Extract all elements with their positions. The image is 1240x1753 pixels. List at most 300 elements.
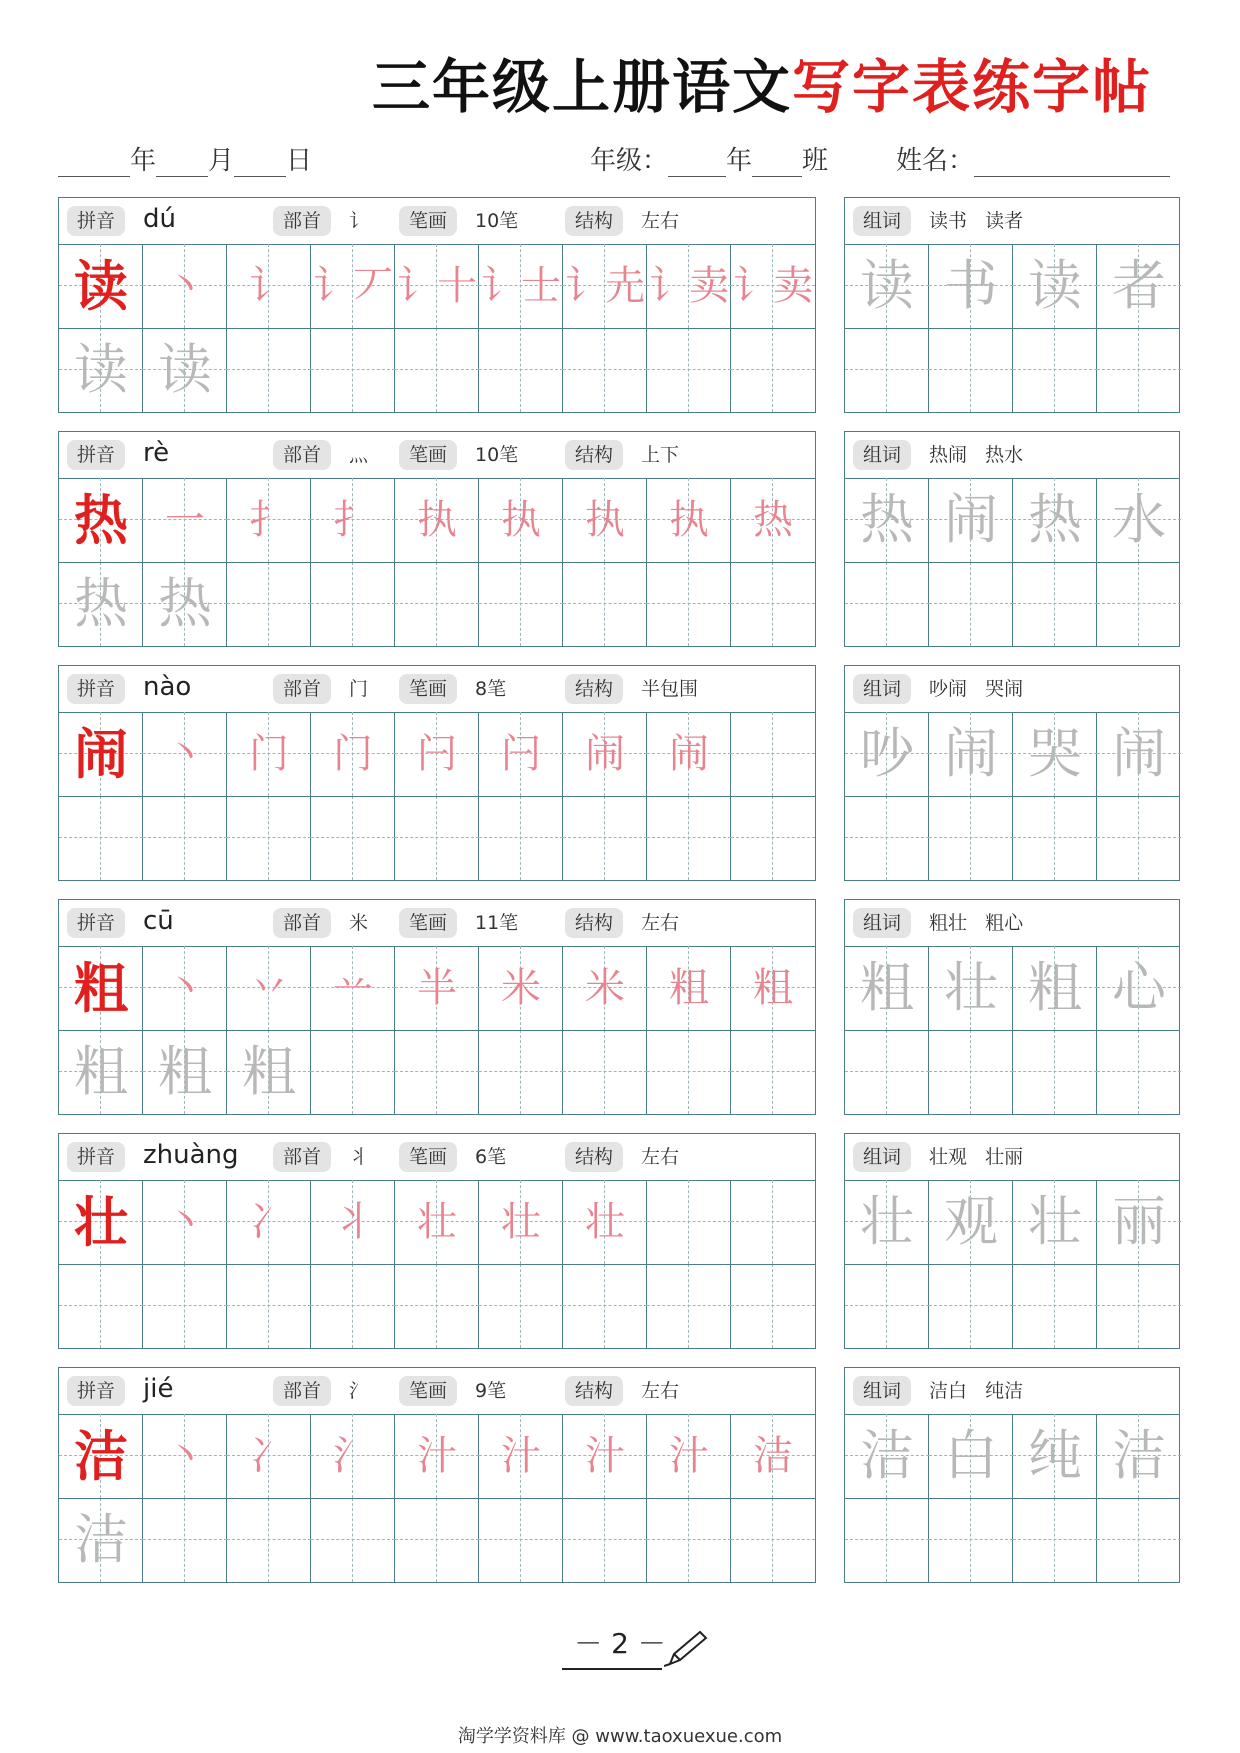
practice-cell[interactable] — [731, 796, 815, 880]
structure-value: 左右 — [641, 1146, 680, 1168]
practice-cell[interactable] — [59, 712, 143, 796]
practice-cell[interactable] — [59, 796, 143, 880]
words-row — [845, 328, 1181, 412]
practice-cell[interactable] — [731, 1414, 815, 1498]
words-cell[interactable] — [929, 244, 1013, 328]
words-cell[interactable] — [1013, 478, 1097, 562]
char-card-6 — [58, 1367, 816, 1583]
practice-cell[interactable] — [395, 562, 479, 646]
practice-cell[interactable] — [59, 244, 143, 328]
model-char: 读 — [74, 254, 128, 318]
word-char: 热 — [1028, 488, 1082, 551]
row-divider — [59, 562, 815, 563]
strokes-value: 6笔 — [475, 1146, 507, 1168]
words-cell[interactable] — [845, 1030, 929, 1114]
words-cell[interactable] — [1013, 1414, 1097, 1498]
words-cell[interactable] — [1013, 1030, 1097, 1114]
pinyin-label: 拼音 — [67, 1142, 125, 1172]
practice-cell[interactable] — [227, 562, 311, 646]
row-divider — [845, 1498, 1179, 1499]
practice-cell[interactable] — [563, 712, 647, 796]
pen-icon — [664, 1628, 708, 1668]
words-row — [845, 1498, 1181, 1582]
practice-cell[interactable] — [311, 1414, 395, 1498]
practice-cell[interactable] — [563, 946, 647, 1030]
practice-cell[interactable] — [227, 1030, 311, 1114]
words-cell[interactable] — [1013, 946, 1097, 1030]
words-row — [845, 796, 1181, 880]
practice-cell[interactable] — [395, 328, 479, 412]
words-cell[interactable] — [929, 1180, 1013, 1264]
name-field[interactable]: 姓名： — [896, 140, 1170, 177]
words-card-4 — [844, 899, 1180, 1115]
radical-label: 部首 — [273, 1376, 331, 1406]
practice-cell[interactable] — [563, 796, 647, 880]
stroke-step: 汁 — [417, 1433, 457, 1479]
stroke-step: 汁 — [585, 1433, 625, 1479]
stroke-step: 执 — [501, 497, 541, 543]
practice-cell[interactable] — [479, 328, 563, 412]
words-card-header — [845, 198, 1179, 245]
radical-label: 部首 — [273, 674, 331, 704]
practice-cell[interactable] — [731, 712, 815, 796]
model-char: 热 — [74, 488, 128, 552]
strokes-value: 10笔 — [475, 210, 519, 232]
words-card-header — [845, 1368, 1179, 1415]
practice-cell[interactable] — [479, 1498, 563, 1582]
stroke-step: 米 — [501, 965, 541, 1011]
practice-cell[interactable] — [647, 796, 731, 880]
words-cell[interactable] — [929, 1030, 1013, 1114]
words-cell[interactable] — [929, 478, 1013, 562]
words-cell[interactable] — [929, 1264, 1013, 1348]
practice-cell[interactable] — [479, 562, 563, 646]
practice-cell[interactable] — [143, 1414, 227, 1498]
practice-row — [59, 1030, 817, 1114]
practice-cell[interactable] — [479, 712, 563, 796]
structure-label: 结构 — [565, 440, 623, 470]
words-cell[interactable] — [1013, 562, 1097, 646]
practice-cell[interactable] — [311, 1030, 395, 1114]
pinyin-value: rè — [143, 438, 170, 468]
practice-cell[interactable] — [59, 562, 143, 646]
char-card-2 — [58, 431, 816, 647]
words-value: 洁白 纯洁 — [929, 1380, 1024, 1402]
words-card-header — [845, 432, 1179, 479]
practice-cell[interactable] — [731, 478, 815, 562]
trace-char: 粗 — [242, 1040, 296, 1103]
stroke-step: 壮 — [417, 1199, 457, 1245]
word-char: 读 — [1028, 254, 1082, 317]
words-cell[interactable] — [929, 946, 1013, 1030]
words-cell[interactable] — [1013, 712, 1097, 796]
practice-cell[interactable] — [563, 1498, 647, 1582]
practice-cell[interactable] — [227, 796, 311, 880]
structure-value: 半包围 — [641, 678, 699, 700]
practice-row — [59, 1498, 817, 1582]
trace-char: 热 — [158, 572, 212, 635]
practice-cell[interactable] — [311, 946, 395, 1030]
words-card-header — [845, 900, 1179, 947]
words-row — [845, 1264, 1181, 1348]
word-char: 粗 — [1028, 956, 1082, 1019]
practice-cell[interactable] — [311, 1498, 395, 1582]
practice-cell[interactable] — [647, 1414, 731, 1498]
words-card-2 — [844, 431, 1180, 647]
words-card-3 — [844, 665, 1180, 881]
practice-cell[interactable] — [647, 1264, 731, 1348]
page-title: 三年级上册语文写字表练字帖 — [371, 53, 1152, 121]
words-cell[interactable] — [1097, 244, 1181, 328]
words-cell[interactable] — [845, 796, 929, 880]
words-cell[interactable] — [845, 244, 929, 328]
page-number-underline — [562, 1668, 662, 1670]
words-cell[interactable] — [845, 1180, 929, 1264]
row-divider — [59, 328, 815, 329]
stroke-step: 执 — [417, 497, 457, 543]
practice-cell[interactable] — [563, 1180, 647, 1264]
word-char: 壮 — [860, 1190, 914, 1253]
words-cell[interactable] — [1097, 478, 1181, 562]
words-cell[interactable] — [1097, 562, 1181, 646]
words-cell[interactable] — [929, 1498, 1013, 1582]
word-char: 闹 — [944, 488, 998, 551]
stroke-step: 丶 — [165, 1199, 205, 1245]
practice-cell[interactable] — [563, 1414, 647, 1498]
practice-cell[interactable] — [311, 1180, 395, 1264]
practice-cell[interactable] — [479, 244, 563, 328]
stroke-step: 讠卖 — [649, 263, 729, 309]
strokes-label: 笔画 — [399, 1142, 457, 1172]
stroke-step: 闩 — [501, 731, 541, 777]
practice-cell[interactable] — [143, 1030, 227, 1114]
words-cell[interactable] — [1013, 328, 1097, 412]
words-cell[interactable] — [1013, 244, 1097, 328]
practice-cell[interactable] — [395, 1030, 479, 1114]
practice-row — [59, 712, 817, 796]
practice-cell[interactable] — [731, 328, 815, 412]
practice-cell[interactable] — [395, 796, 479, 880]
practice-cell[interactable] — [143, 946, 227, 1030]
practice-cell[interactable] — [143, 1264, 227, 1348]
practice-cell[interactable] — [143, 478, 227, 562]
words-card-6 — [844, 1367, 1180, 1583]
words-cell[interactable] — [1013, 796, 1097, 880]
practice-cell[interactable] — [59, 1180, 143, 1264]
words-cell[interactable] — [1097, 1414, 1181, 1498]
practice-cell[interactable] — [227, 1264, 311, 1348]
practice-cell[interactable] — [563, 1264, 647, 1348]
practice-cell[interactable] — [647, 946, 731, 1030]
practice-row — [59, 1414, 817, 1498]
practice-cell[interactable] — [311, 478, 395, 562]
stroke-step: 闩 — [417, 731, 457, 777]
words-cell[interactable] — [929, 328, 1013, 412]
words-row — [845, 478, 1181, 562]
words-cell[interactable] — [845, 478, 929, 562]
words-row — [845, 562, 1181, 646]
words-cell[interactable] — [845, 1498, 929, 1582]
words-cell[interactable] — [1097, 712, 1181, 796]
words-cell[interactable] — [845, 1264, 929, 1348]
stroke-step: 壮 — [501, 1199, 541, 1245]
practice-cell[interactable] — [59, 478, 143, 562]
stroke-step: 讠 — [249, 263, 289, 309]
page-number: － 2 － — [574, 1627, 666, 1660]
practice-cell[interactable] — [143, 796, 227, 880]
words-cell[interactable] — [929, 1414, 1013, 1498]
practice-cell[interactable] — [395, 1180, 479, 1264]
words-row — [845, 712, 1181, 796]
practice-cell[interactable] — [731, 946, 815, 1030]
stroke-step: 讠丆 — [313, 263, 393, 309]
practice-cell[interactable] — [143, 244, 227, 328]
stroke-step: 丶 — [165, 1433, 205, 1479]
words-label: 组词 — [853, 440, 911, 470]
practice-cell[interactable] — [731, 1030, 815, 1114]
practice-cell[interactable] — [395, 478, 479, 562]
radical-value: 丬 — [349, 1146, 369, 1168]
char-card-3 — [58, 665, 816, 881]
practice-cell[interactable] — [395, 946, 479, 1030]
words-card-header — [845, 666, 1179, 713]
practice-cell[interactable] — [479, 946, 563, 1030]
char-card-header — [59, 1134, 815, 1181]
word-char: 壮 — [944, 956, 998, 1019]
char-card-1 — [58, 197, 816, 413]
practice-cell[interactable] — [479, 478, 563, 562]
words-cell[interactable] — [1097, 1030, 1181, 1114]
word-char: 热 — [860, 488, 914, 551]
practice-cell[interactable] — [731, 562, 815, 646]
stroke-step: 丬 — [333, 1199, 373, 1245]
practice-cell[interactable] — [563, 1030, 647, 1114]
practice-cell[interactable] — [731, 1180, 815, 1264]
words-card-1 — [844, 197, 1180, 413]
stroke-step: 热 — [753, 497, 793, 543]
practice-cell[interactable] — [227, 478, 311, 562]
structure-label: 结构 — [565, 674, 623, 704]
word-char: 白 — [944, 1424, 998, 1487]
words-cell[interactable] — [1097, 1498, 1181, 1582]
practice-cell[interactable] — [395, 1414, 479, 1498]
practice-cell[interactable] — [731, 244, 815, 328]
practice-cell[interactable] — [227, 1180, 311, 1264]
stroke-step: 讠圥 — [565, 263, 645, 309]
words-value: 读书 读者 — [929, 210, 1024, 232]
trace-char: 读 — [158, 338, 212, 401]
practice-cell[interactable] — [395, 712, 479, 796]
pinyin-value: nào — [143, 672, 192, 702]
pinyin-label: 拼音 — [67, 908, 125, 938]
words-cell[interactable] — [929, 562, 1013, 646]
trace-char: 粗 — [74, 1040, 128, 1103]
practice-cell[interactable] — [647, 328, 731, 412]
practice-cell[interactable] — [59, 328, 143, 412]
word-char: 纯 — [1028, 1424, 1082, 1487]
words-value: 热闹 热水 — [929, 444, 1024, 466]
word-char: 闹 — [1112, 722, 1166, 785]
char-card-header — [59, 666, 815, 713]
row-divider — [845, 1264, 1179, 1265]
practice-cell[interactable] — [731, 1498, 815, 1582]
word-char: 水 — [1112, 488, 1166, 551]
practice-cell[interactable] — [59, 1414, 143, 1498]
practice-cell[interactable] — [563, 478, 647, 562]
trace-char: 洁 — [74, 1508, 128, 1571]
practice-cell[interactable] — [479, 1264, 563, 1348]
practice-cell[interactable] — [647, 244, 731, 328]
strokes-value: 11笔 — [475, 912, 519, 934]
practice-cell[interactable] — [479, 1180, 563, 1264]
stroke-step: 丷 — [249, 965, 289, 1011]
practice-cell[interactable] — [563, 244, 647, 328]
structure-label: 结构 — [565, 908, 623, 938]
model-char: 壮 — [74, 1190, 128, 1254]
words-cell[interactable] — [1013, 1264, 1097, 1348]
practice-cell[interactable] — [143, 1498, 227, 1582]
practice-cell[interactable] — [227, 244, 311, 328]
stroke-step: 讠士 — [481, 263, 561, 309]
practice-cell[interactable] — [227, 712, 311, 796]
grade-field[interactable]: 年级： 年 班 — [590, 146, 829, 176]
words-label: 组词 — [853, 1142, 911, 1172]
practice-cell[interactable] — [479, 1414, 563, 1498]
practice-cell[interactable] — [227, 1498, 311, 1582]
words-value: 粗壮 粗心 — [929, 912, 1024, 934]
words-cell[interactable] — [929, 796, 1013, 880]
words-row — [845, 946, 1181, 1030]
word-char: 书 — [944, 254, 998, 317]
practice-cell[interactable] — [647, 712, 731, 796]
practice-cell[interactable] — [143, 712, 227, 796]
char-card-header — [59, 1368, 815, 1415]
practice-cell[interactable] — [143, 1180, 227, 1264]
word-char: 壮 — [1028, 1190, 1082, 1253]
char-card-header — [59, 900, 815, 947]
stroke-step: 壮 — [585, 1199, 625, 1245]
practice-cell[interactable] — [311, 328, 395, 412]
stroke-step: 门 — [249, 731, 289, 777]
words-cell[interactable] — [1097, 1180, 1181, 1264]
words-row — [845, 1030, 1181, 1114]
row-divider — [59, 1030, 815, 1031]
practice-row — [59, 1264, 817, 1348]
structure-label: 结构 — [565, 206, 623, 236]
trace-char: 读 — [74, 338, 128, 401]
trace-char: 粗 — [158, 1040, 212, 1103]
radical-value: 讠 — [349, 210, 369, 232]
practice-cell[interactable] — [479, 1030, 563, 1114]
practice-cell[interactable] — [227, 328, 311, 412]
stroke-step: 冫 — [249, 1199, 289, 1245]
practice-cell[interactable] — [563, 328, 647, 412]
practice-cell[interactable] — [59, 1498, 143, 1582]
stroke-step: 粗 — [669, 965, 709, 1011]
char-card-5 — [58, 1133, 816, 1349]
practice-cell[interactable] — [59, 1030, 143, 1114]
words-cell[interactable] — [1097, 796, 1181, 880]
words-cell[interactable] — [1097, 1264, 1181, 1348]
model-char: 粗 — [74, 956, 128, 1020]
practice-cell[interactable] — [227, 946, 311, 1030]
stroke-step: 闹 — [669, 731, 709, 777]
strokes-value: 10笔 — [475, 444, 519, 466]
practice-cell[interactable] — [395, 244, 479, 328]
stroke-step: 执 — [585, 497, 625, 543]
words-label: 组词 — [853, 1376, 911, 1406]
practice-cell[interactable] — [647, 478, 731, 562]
stroke-step: 粗 — [753, 965, 793, 1011]
practice-cell[interactable] — [395, 1264, 479, 1348]
char-card-header — [59, 432, 815, 479]
strokes-value: 9笔 — [475, 1380, 507, 1402]
practice-cell[interactable] — [143, 328, 227, 412]
words-cell[interactable] — [1097, 946, 1181, 1030]
practice-cell[interactable] — [479, 796, 563, 880]
words-cell[interactable] — [1013, 1498, 1097, 1582]
words-cell[interactable] — [845, 1414, 929, 1498]
practice-cell[interactable] — [59, 1264, 143, 1348]
practice-cell[interactable] — [647, 1030, 731, 1114]
practice-cell[interactable] — [311, 244, 395, 328]
practice-cell[interactable] — [731, 1264, 815, 1348]
site-credit: 淘学学资料库 @ www.taoxuexue.com — [457, 1726, 783, 1747]
stroke-step: 䒑 — [333, 965, 373, 1011]
strokes-value: 8笔 — [475, 678, 507, 700]
structure-value: 上下 — [641, 444, 680, 466]
stroke-step: 讠卖 — [733, 263, 813, 309]
stroke-step: 丶 — [165, 263, 205, 309]
practice-cell[interactable] — [143, 562, 227, 646]
practice-row — [59, 328, 817, 412]
practice-row — [59, 946, 817, 1030]
practice-cell[interactable] — [647, 1180, 731, 1264]
radical-label: 部首 — [273, 908, 331, 938]
word-char: 闹 — [944, 722, 998, 785]
practice-cell[interactable] — [647, 562, 731, 646]
row-divider — [845, 1030, 1179, 1031]
practice-cell[interactable] — [311, 796, 395, 880]
stroke-step: 丶 — [165, 965, 205, 1011]
words-cell[interactable] — [845, 562, 929, 646]
stroke-step: 汁 — [501, 1433, 541, 1479]
words-cell[interactable] — [1097, 328, 1181, 412]
words-cell[interactable] — [845, 712, 929, 796]
words-cell[interactable] — [845, 946, 929, 1030]
practice-cell[interactable] — [563, 562, 647, 646]
trace-char: 热 — [74, 572, 128, 635]
radical-label: 部首 — [273, 440, 331, 470]
practice-row — [59, 562, 817, 646]
practice-cell[interactable] — [311, 712, 395, 796]
words-cell[interactable] — [1013, 1180, 1097, 1264]
words-label: 组词 — [853, 674, 911, 704]
practice-row — [59, 1180, 817, 1264]
radical-value: 米 — [349, 912, 369, 934]
structure-label: 结构 — [565, 1142, 623, 1172]
practice-cell[interactable] — [395, 1498, 479, 1582]
stroke-step: 门 — [333, 731, 373, 777]
practice-cell[interactable] — [311, 562, 395, 646]
practice-cell[interactable] — [227, 1414, 311, 1498]
practice-cell[interactable] — [59, 946, 143, 1030]
practice-cell[interactable] — [311, 1264, 395, 1348]
words-cell[interactable] — [845, 328, 929, 412]
practice-cell[interactable] — [647, 1498, 731, 1582]
date-field[interactable]: 年 月 日 — [58, 140, 312, 177]
words-cell[interactable] — [929, 712, 1013, 796]
